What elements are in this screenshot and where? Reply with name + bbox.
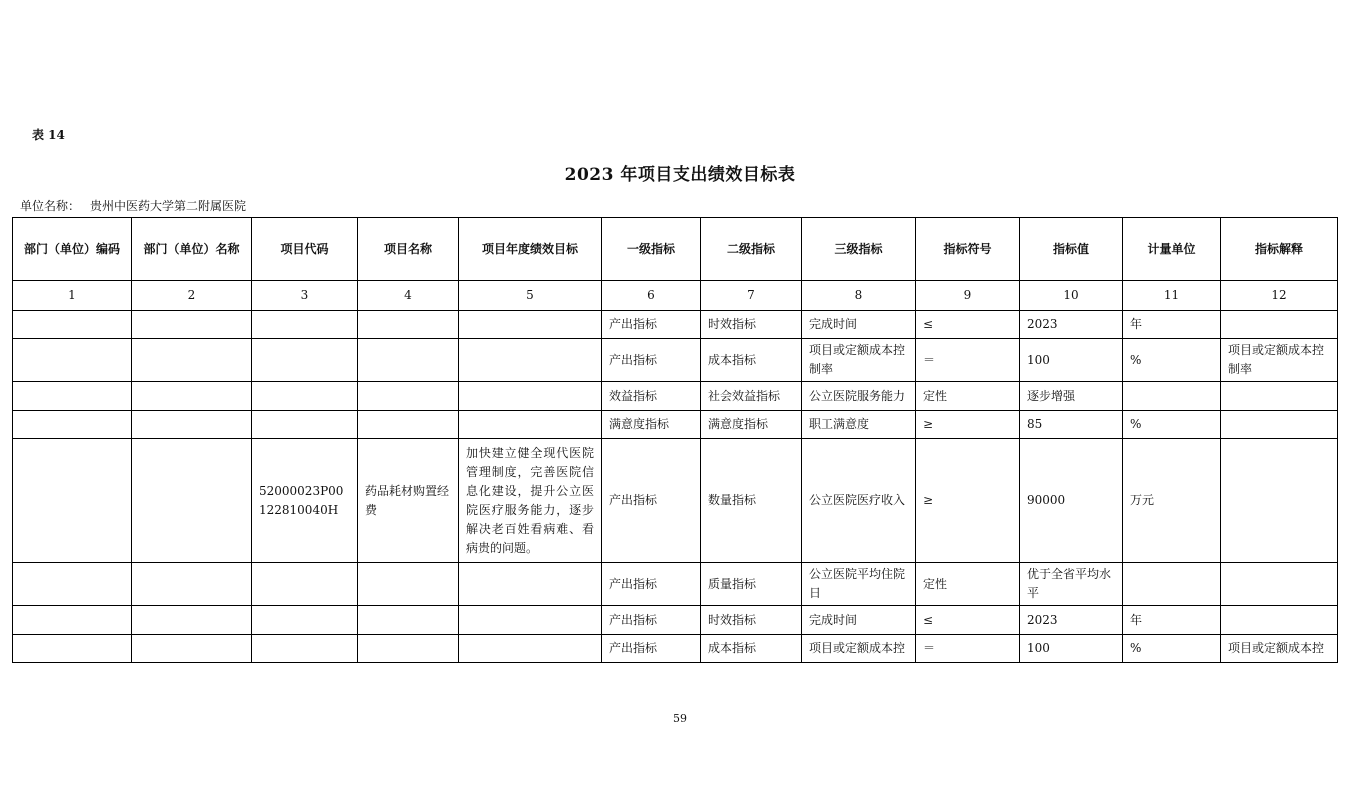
table-cell: 产出指标 <box>602 563 701 606</box>
table-cell <box>1221 439 1338 563</box>
column-index: 5 <box>459 281 602 311</box>
table-cell <box>459 311 602 339</box>
table-cell <box>13 382 132 411</box>
table-cell <box>358 563 459 606</box>
table-cell: ≤ <box>916 311 1020 339</box>
table-cell: 项目或定额成本控 <box>802 635 916 663</box>
table-cell <box>1221 382 1338 411</box>
table-row <box>13 311 1338 339</box>
table-cell <box>132 411 252 439</box>
table-cell: 万元 <box>1123 439 1221 563</box>
table-cell <box>459 606 602 635</box>
column-index: 11 <box>1123 281 1221 311</box>
table-cell: 52000023P00122810040H <box>252 439 358 563</box>
table-cell: 产出指标 <box>602 606 701 635</box>
table-cell <box>13 563 132 606</box>
table-cell: 完成时间 <box>802 606 916 635</box>
table-cell: 公立医院平均住院日 <box>802 563 916 606</box>
table-row <box>13 635 1338 663</box>
table-cell <box>132 339 252 382</box>
unit-name: 贵州中医药大学第二附属医院 <box>90 199 247 213</box>
column-index: 6 <box>602 281 701 311</box>
table-cell <box>132 606 252 635</box>
table-cell: 产出指标 <box>602 439 701 563</box>
table-cell <box>132 563 252 606</box>
performance-target-table <box>12 217 1338 663</box>
column-index: 1 <box>13 281 132 311</box>
table-cell: ≤ <box>916 606 1020 635</box>
table-cell: 85 <box>1020 411 1123 439</box>
table-cell <box>252 606 358 635</box>
column-header: 项目代码 <box>252 218 358 281</box>
table-cell: 项目或定额成本控制率 <box>802 339 916 382</box>
table-cell: 效益指标 <box>602 382 701 411</box>
table-cell <box>132 311 252 339</box>
column-header: 一级指标 <box>602 218 701 281</box>
table-row <box>13 439 1338 563</box>
column-header: 二级指标 <box>701 218 802 281</box>
document-title: 2023 年项目支出绩效目标表 <box>564 165 796 185</box>
table-cell <box>459 635 602 663</box>
table-cell: 药品耗材购置经费 <box>358 439 459 563</box>
unit-label: 单位名称： <box>20 199 81 213</box>
table-row <box>13 606 1338 635</box>
column-header: 部门（单位）编码 <box>13 218 132 281</box>
table-cell <box>13 339 132 382</box>
column-index: 8 <box>802 281 916 311</box>
table-cell: 产出指标 <box>602 339 701 382</box>
table-cell <box>459 411 602 439</box>
table-row <box>13 382 1338 411</box>
table-cell: ＝ <box>916 635 1020 663</box>
table-cell: 逐步增强 <box>1020 382 1123 411</box>
table-cell <box>1123 382 1221 411</box>
table-cell: ≥ <box>916 411 1020 439</box>
table-index-row <box>13 281 1338 311</box>
table-cell: 成本指标 <box>701 635 802 663</box>
table-cell <box>132 635 252 663</box>
table-cell <box>459 339 602 382</box>
table-cell: 定性 <box>916 563 1020 606</box>
table-cell <box>13 439 132 563</box>
table-cell: 100 <box>1020 339 1123 382</box>
table-cell: 加快建立健全现代医院管理制度，完善医院信息化建设，提升公立医院医疗服务能力，逐步解决老百姓看病难、看病贵的问题。 <box>459 439 602 563</box>
table-cell <box>358 411 459 439</box>
table-cell <box>358 339 459 382</box>
table-cell <box>252 635 358 663</box>
table-cell <box>358 635 459 663</box>
table-cell: 项目或定额成本控制率 <box>1221 339 1338 382</box>
table-cell: 项目或定额成本控 <box>1221 635 1338 663</box>
table-cell <box>459 563 602 606</box>
table-cell <box>358 382 459 411</box>
table-cell: 时效指标 <box>701 606 802 635</box>
table-body <box>13 311 1338 663</box>
column-header: 项目年度绩效目标 <box>459 218 602 281</box>
table-cell <box>13 311 132 339</box>
table-cell <box>252 563 358 606</box>
table-cell <box>13 606 132 635</box>
column-header: 项目名称 <box>358 218 459 281</box>
table-cell: 100 <box>1020 635 1123 663</box>
column-index: 7 <box>701 281 802 311</box>
table-cell: 满意度指标 <box>701 411 802 439</box>
unit-line <box>20 197 246 214</box>
table-cell: 定性 <box>916 382 1020 411</box>
table-cell <box>1221 563 1338 606</box>
column-index: 3 <box>252 281 358 311</box>
table-cell <box>1221 311 1338 339</box>
table-cell: 社会效益指标 <box>701 382 802 411</box>
column-index: 10 <box>1020 281 1123 311</box>
table-cell: 年 <box>1123 606 1221 635</box>
table-cell <box>459 382 602 411</box>
table-cell: 2023 <box>1020 311 1123 339</box>
column-index: 12 <box>1221 281 1338 311</box>
table-cell <box>252 382 358 411</box>
column-header: 计量单位 <box>1123 218 1221 281</box>
table-row <box>13 339 1338 382</box>
table-cell: ≥ <box>916 439 1020 563</box>
column-index: 2 <box>132 281 252 311</box>
table-cell <box>1123 563 1221 606</box>
table-cell <box>252 411 358 439</box>
table-cell: ＝ <box>916 339 1020 382</box>
column-header: 指标值 <box>1020 218 1123 281</box>
table-cell <box>358 311 459 339</box>
table-cell <box>13 635 132 663</box>
column-header: 部门（单位）名称 <box>132 218 252 281</box>
table-cell: 公立医院医疗收入 <box>802 439 916 563</box>
table-cell <box>132 439 252 563</box>
table-cell: 2023 <box>1020 606 1123 635</box>
table-header-row <box>13 218 1338 281</box>
table-cell: 年 <box>1123 311 1221 339</box>
table-number: 表 14 <box>32 128 65 142</box>
table-cell: % <box>1123 339 1221 382</box>
table-cell: 公立医院服务能力 <box>802 382 916 411</box>
table-cell: 优于全省平均水平 <box>1020 563 1123 606</box>
table-cell <box>13 411 132 439</box>
column-header: 指标解释 <box>1221 218 1338 281</box>
table-cell: 完成时间 <box>802 311 916 339</box>
column-header: 三级指标 <box>802 218 916 281</box>
table-cell: 满意度指标 <box>602 411 701 439</box>
column-index: 9 <box>916 281 1020 311</box>
table-cell <box>358 606 459 635</box>
table-cell: 产出指标 <box>602 311 701 339</box>
table-cell: % <box>1123 411 1221 439</box>
table-cell <box>1221 411 1338 439</box>
table-row <box>13 411 1338 439</box>
table-cell: 成本指标 <box>701 339 802 382</box>
table-cell <box>252 339 358 382</box>
table-cell: 职工满意度 <box>802 411 916 439</box>
column-header: 指标符号 <box>916 218 1020 281</box>
table-cell: 数量指标 <box>701 439 802 563</box>
page-number: 59 <box>673 712 687 725</box>
table-cell <box>252 311 358 339</box>
table-cell: 产出指标 <box>602 635 701 663</box>
table-cell: 质量指标 <box>701 563 802 606</box>
table-cell: % <box>1123 635 1221 663</box>
table-row <box>13 563 1338 606</box>
table-cell: 90000 <box>1020 439 1123 563</box>
column-index: 4 <box>358 281 459 311</box>
table-cell <box>132 382 252 411</box>
table-cell <box>1221 606 1338 635</box>
table-cell: 时效指标 <box>701 311 802 339</box>
